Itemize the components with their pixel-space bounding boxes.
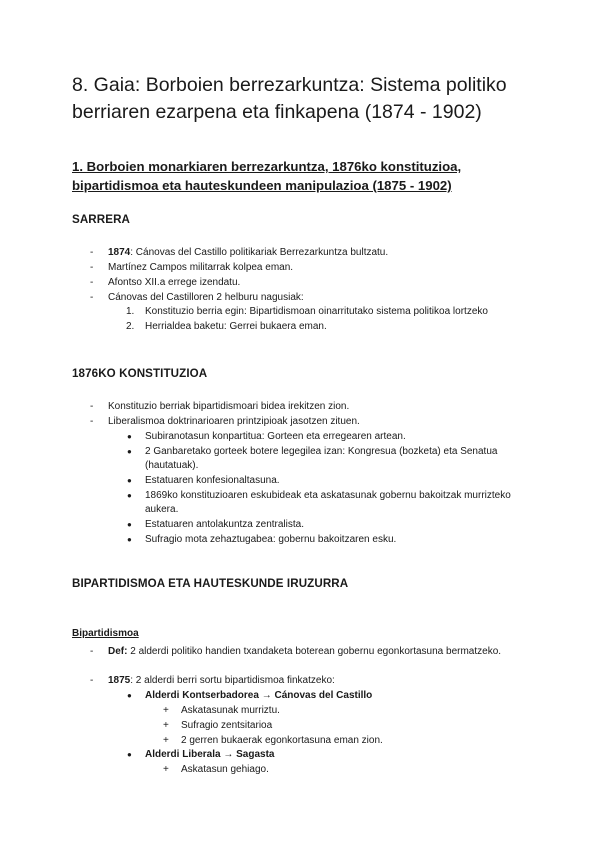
plus-icon: + — [163, 735, 169, 746]
sarrera-item-3: Afontso XII.a errege izendatu. — [108, 277, 241, 288]
sarrera-item-1 — [108, 246, 388, 260]
konst-bullet-2: 2 Ganbaretako gorteek botere legegilea izan: Kongresua (bozketa) eta Senatua (hautatuak). — [145, 446, 498, 471]
list-marker-dash: - — [90, 262, 94, 273]
list-marker-dash: - — [90, 416, 94, 427]
sarrera-subitem-1: Konstituzio berria egin: Bipartidismoan oinarritutako sistema politikoa lortzeko — [145, 306, 488, 317]
bipart-1875-text: : 2 alderdi berri sortu bipartidismoa finkatzeko: — [130, 675, 335, 686]
list-marker-dash: - — [90, 292, 94, 303]
plus-icon: + — [163, 705, 169, 716]
sarrera-item-4: Cánovas del Castilloren 2 helburu nagusiak: — [108, 292, 304, 303]
list-marker-dash: - — [90, 247, 94, 258]
plus-icon: + — [163, 764, 169, 775]
list-marker-dash: - — [90, 646, 94, 657]
bullet-icon: ● — [127, 447, 132, 456]
bipartidismoa-subheading: Bipartidismoa — [72, 628, 139, 639]
konst-bullet-5: Estatuaren antolakuntza zentralista. — [145, 519, 304, 530]
bipart-def — [108, 645, 518, 659]
konst-bullet-4: 1869ko konstituzioaren eskubideak eta askatasunak gobernu bakoitzak murrizteko aukera. — [145, 490, 511, 515]
konst-bullet-6: Sufragio mota zehaztugabea: gobernu bakoitzaren esku. — [145, 534, 397, 545]
bullet-icon: ● — [127, 691, 132, 700]
bullet-icon: ● — [127, 535, 132, 544]
bullet-icon: ● — [127, 491, 132, 500]
sarrera-item-1-text: : Cánovas del Castillo politikariak Berrezarkuntza bultzatu. — [130, 247, 389, 258]
party-liberal: Alderdi Liberala → Sagasta — [145, 749, 275, 760]
bipart-1875-bold: 1875 — [108, 675, 131, 686]
konst-bullet-1: Subiranotasun konpartitua: Gorteen eta erregearen artean. — [145, 431, 406, 442]
bipart-1875 — [108, 674, 335, 688]
bipart-def-text: 2 alderdi politiko handien txandaketa boterean gobernu egonkortasuna bermatzeko. — [127, 646, 502, 657]
sarrera-item-2: Martínez Campos militarrak kolpea eman. — [108, 262, 294, 273]
list-marker-number: 1. — [126, 306, 135, 317]
bullet-icon: ● — [127, 476, 132, 485]
konstituzioa-heading: 1876KO KONSTITUZIOA — [72, 367, 208, 380]
list-marker-dash: - — [90, 401, 94, 412]
bullet-icon: ● — [127, 432, 132, 441]
section-subtitle: 1. Borboien monarkiaren berrezarkuntza, 1876ko konstituzioa, bipartidismoa eta hauteskundeen manipulazioa (1875 - 1902) — [72, 159, 462, 193]
list-marker-dash: - — [90, 675, 94, 686]
party-conservative-point-3: 2 gerren bukaerak egonkortasuna eman zion. — [181, 735, 383, 746]
bipart-def-bold: Def: — [108, 646, 128, 657]
bipartidismoa-heading: BIPARTIDISMOA ETA HAUTESKUNDE IRUZURRA — [72, 577, 349, 590]
page-title: 8. Gaia: Borboien berrezarkuntza: Sistema politiko berriaren ezarpena eta finkapena (1874 - 1902) — [72, 74, 507, 123]
sarrera-item-1-bold: 1874 — [108, 247, 131, 258]
list-marker-dash: - — [90, 277, 94, 288]
konst-item-2: Liberalismoa doktrinarioaren printzipioak jasotzen zituen. — [108, 416, 360, 427]
party-conservative-point-1: Askatasunak murriztu. — [181, 705, 280, 716]
list-marker-number: 2. — [126, 321, 135, 332]
konst-item-1: Konstituzio berriak bipartidismoari bidea irekitzen zion. — [108, 401, 350, 412]
sarrera-subitem-2: Herrialdea baketu: Gerrei bukaera eman. — [145, 321, 327, 332]
bullet-icon: ● — [127, 750, 132, 759]
plus-icon: + — [163, 720, 169, 731]
sarrera-heading: SARRERA — [72, 213, 131, 226]
party-conservative: Alderdi Kontserbadorea → Cánovas del Castillo — [145, 690, 373, 701]
bullet-icon: ● — [127, 520, 132, 529]
konst-bullet-3: Estatuaren konfesionaltasuna. — [145, 475, 280, 486]
party-conservative-point-2: Sufragio zentsitarioa — [181, 720, 273, 731]
party-liberal-point-1: Askatasun gehiago. — [181, 764, 269, 775]
